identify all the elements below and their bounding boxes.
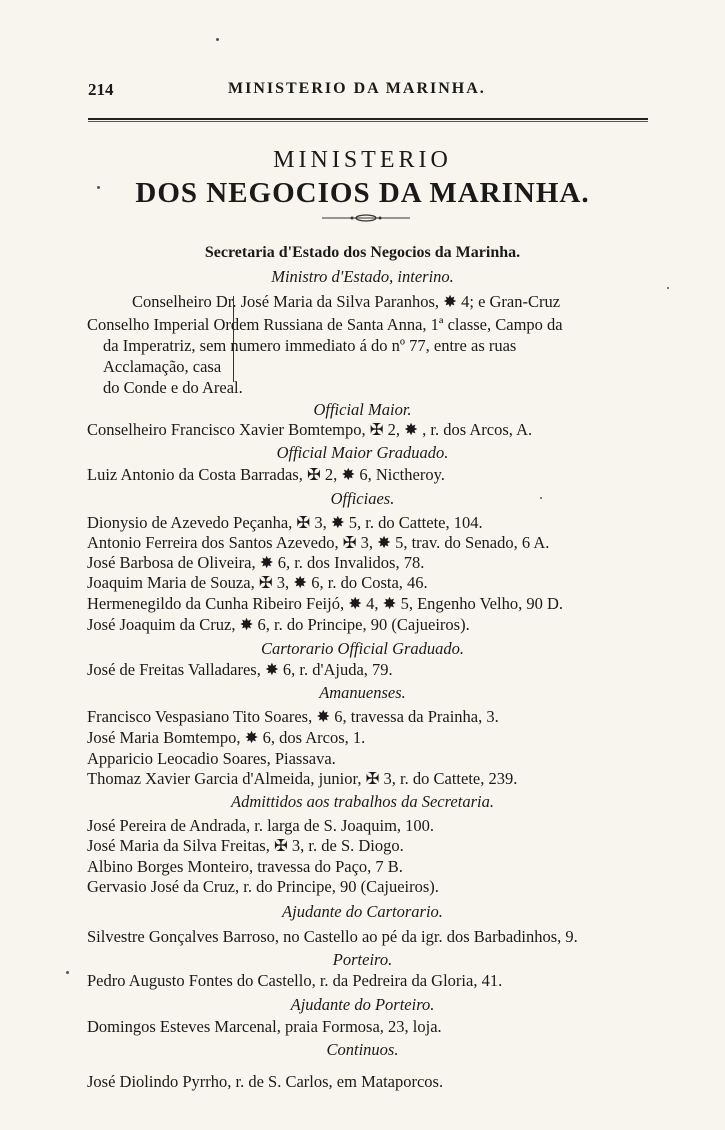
section-heading: Official Maior Graduado. xyxy=(276,443,449,462)
staff-entry: Dionysio de Azevedo Peçanha, ✠ 3, ✸ 5, r. do Cattete, 104. xyxy=(87,513,483,532)
section-heading: Officiaes. xyxy=(330,489,395,508)
staff-entry: José de Freitas Valladares, ✸ 6, r. d'Ajuda, 79. xyxy=(87,660,393,679)
staff-entry: José Joaquim da Cruz, ✸ 6, r. do Principe, 90 (Cajueiros). xyxy=(87,615,470,634)
running-title: MINISTERIO DA MARINHA. xyxy=(228,80,486,97)
staff-entry: Gervasio José da Cruz, r. do Principe, 90 (Cajueiros). xyxy=(87,877,439,896)
ministry-title-line2: DOS NEGOCIOS DA MARINHA. xyxy=(135,177,590,209)
ministry-title-line1: MINISTERIO xyxy=(273,147,452,173)
staff-entry: Conselheiro Dr. José Maria da Silva Paranhos, ✸ 4; e Gran-Cruz xyxy=(132,292,561,311)
staff-entry: Thomaz Xavier Garcia d'Almeida, junior, ✠ 3, r. do Cattete, 239. xyxy=(87,769,518,788)
header-rule xyxy=(88,118,648,120)
staff-entry: Francisco Vespasiano Tito Soares, ✸ 6, travessa da Prainha, 3. xyxy=(87,707,499,726)
section-heading: Ajudante do Cartorario. xyxy=(282,902,443,921)
section-heading: Amanuenses. xyxy=(319,683,406,702)
print-speck xyxy=(97,186,100,189)
staff-entry: Domingos Esteves Marcenal, praia Formosa, 23, loja. xyxy=(87,1017,442,1036)
staff-entry: José Maria Bomtempo, ✸ 6, dos Arcos, 1. xyxy=(87,728,366,747)
staff-entry: Apparicio Leocadio Soares, Piassava. xyxy=(87,749,336,768)
section-heading: Cartorario Official Graduado. xyxy=(260,639,465,658)
staff-entry: José Diolindo Pyrrho, r. de S. Carlos, em Mataporcos. xyxy=(87,1072,444,1091)
header-rule-thin xyxy=(88,121,648,122)
staff-entry: José Maria da Silva Freitas, ✠ 3, r. de S. Diogo. xyxy=(87,836,404,855)
running-header xyxy=(88,80,648,102)
section-heading: Secretaria d'Estado dos Negocios da Marinha. xyxy=(204,244,521,261)
page-number: 214 xyxy=(88,80,114,99)
staff-entry: Acclamação, casa xyxy=(103,357,222,376)
staff-entry: Luiz Antonio da Costa Barradas, ✠ 2, ✸ 6, Nictheroy. xyxy=(87,465,445,484)
staff-entry: José Barbosa de Oliveira, ✸ 6, r. dos Invalidos, 78. xyxy=(87,553,425,572)
section-heading: Admittidos aos trabalhos da Secretaria. xyxy=(231,792,494,811)
print-speck xyxy=(540,497,542,499)
staff-entry: da Imperatriz, sem numero immediato á do nº 77, entre as ruas xyxy=(103,336,517,355)
section-heading: Porteiro. xyxy=(332,950,393,969)
staff-entry: Conselheiro Francisco Xavier Bomtempo, ✠ 2, ✸ , r. dos Arcos, A. xyxy=(87,420,533,439)
staff-entry: Conselho Imperial Ordem Russiana de Santa Anna, 1ª classe, Campo da xyxy=(87,315,563,334)
staff-entry: Pedro Augusto Fontes do Castello, r. da Pedreira da Gloria, 41. xyxy=(87,971,503,990)
staff-entry: Albino Borges Monteiro, travessa do Paço, 7 B. xyxy=(87,857,403,876)
section-heading: Continuos. xyxy=(326,1040,399,1059)
staff-entry: do Conde e do Areal. xyxy=(103,378,243,397)
ornament-divider xyxy=(322,214,410,222)
print-speck xyxy=(66,971,69,974)
staff-entry: Joaquim Maria de Souza, ✠ 3, ✸ 6, r. do Costa, 46. xyxy=(87,573,428,592)
staff-entry: Hermenegildo da Cunha Ribeiro Feijó, ✸ 4, ✸ 5, Engenho Velho, 90 D. xyxy=(87,594,563,613)
print-speck xyxy=(216,38,219,41)
section-heading: Ajudante do Porteiro. xyxy=(290,995,435,1014)
staff-entry: Antonio Ferreira dos Santos Azevedo, ✠ 3, ✸ 5, trav. do Senado, 6 A. xyxy=(87,533,550,552)
section-heading: Official Maior. xyxy=(313,400,412,419)
staff-entry: Silvestre Gonçalves Barroso, no Castello ao pé da igr. dos Barbadinhos, 9. xyxy=(87,927,578,946)
section-heading: Ministro d'Estado, interino. xyxy=(271,267,454,286)
print-speck xyxy=(667,287,669,289)
staff-entry: José Pereira de Andrada, r. larga de S. Joaquim, 100. xyxy=(87,816,435,835)
